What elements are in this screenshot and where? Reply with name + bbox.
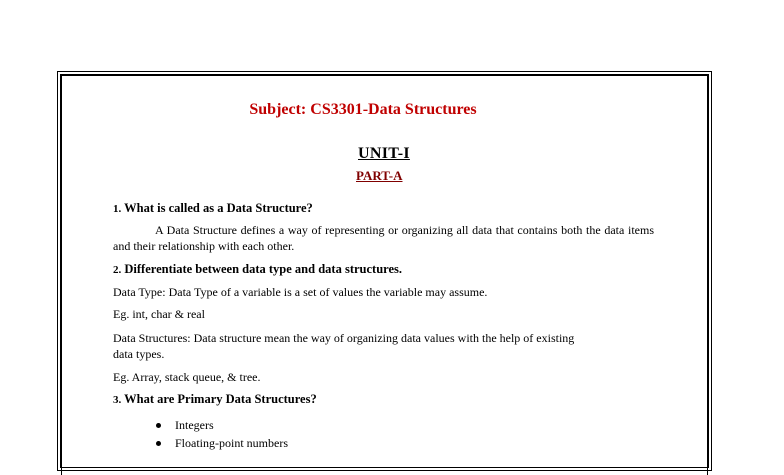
question-1-number: 1. (113, 203, 122, 215)
answer-2-line-3: Data Structures: Data structure mean the way of organizing data values with the help of existing (113, 331, 575, 345)
unit-heading: UNIT-I (358, 145, 410, 162)
answer-2-line-2: Eg. int, char & real (113, 307, 205, 321)
answer-1: A Data Structure defines a way of representing or organizing all data that contains both the data items and their relationship with each other. (113, 223, 654, 253)
question-1 (113, 201, 313, 216)
answer-2-line-5: Eg. Array, stack queue, & tree. (113, 370, 261, 384)
bullet-item-1-text: Integers (175, 418, 214, 432)
part-heading: PART-A (356, 168, 403, 183)
subject-text: Subject: CS3301-Data Structures (249, 101, 477, 118)
question-2-text: Differentiate between data type and data structures. (124, 262, 402, 276)
question-3 (113, 392, 317, 407)
question-3-text: What are Primary Data Structures? (124, 392, 317, 406)
bullet-item-2-text: Floating-point numbers (175, 436, 288, 450)
question-1-text: What is called as a Data Structure? (124, 201, 313, 215)
subject-heading (0, 101, 784, 119)
bullet-dot-icon (156, 441, 161, 446)
answer-2-line-1: Data Type: Data Type of a variable is a set of values the variable may assume. (113, 285, 488, 299)
answer-2-line-4: data types. (113, 347, 165, 361)
question-2 (113, 262, 402, 277)
bullet-item-1 (156, 418, 214, 433)
bullet-dot-icon (156, 423, 161, 428)
question-2-number: 2. (113, 264, 122, 276)
bullet-item-2 (156, 436, 288, 451)
question-3-number: 3. (113, 394, 122, 406)
